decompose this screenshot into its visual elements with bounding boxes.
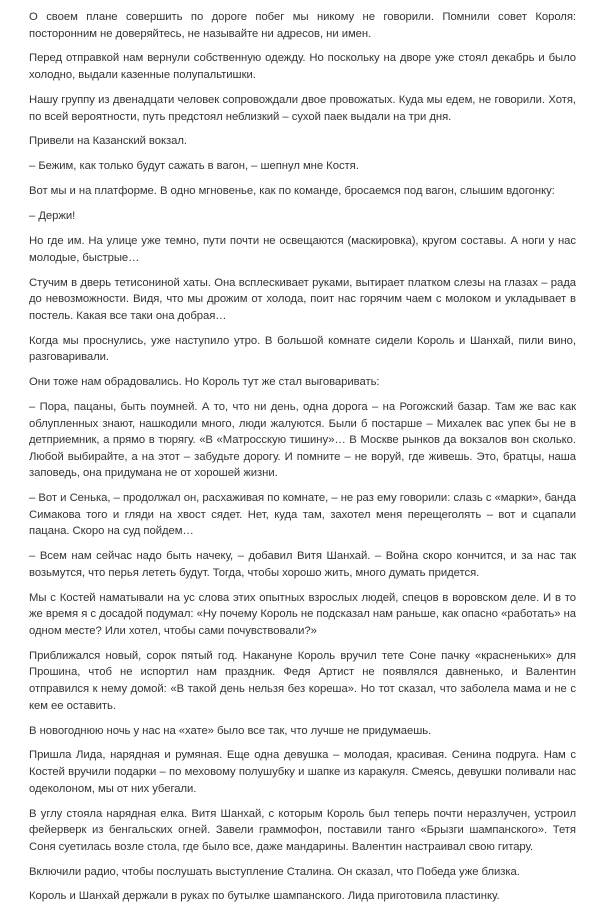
paragraph: – Всем нам сейчас надо быть начеку, – добавил Витя Шанхай. – Война скоро кончится, и за нас так возьмутся, что перья лететь будут. Тогда, чтобы хорошо жить, много думать придется. bbox=[29, 550, 576, 579]
paragraph: Нашу группу из двенадцати человек сопровождали двое провожатых. Куда мы едем, не говорили. Хотя, по всей вероятности, путь предстоял неблизкий – сухой паек выдали на три дня. bbox=[29, 93, 576, 123]
paragraph: Включили радио, чтобы послушать выступление Сталина. Он сказал, что Победа уже близка. bbox=[29, 865, 520, 878]
paragraph: Перед отправкой нам вернули собственную одежду. Но поскольку на дворе уже стоял декабрь и было холодно, выдали казенные полупальтишки. bbox=[29, 52, 576, 82]
paragraph: Но где им. На улице уже темно, пути почти не освещаются (маскировка), кругом составы. А ноги у нас молодые, быстрые… bbox=[29, 235, 576, 264]
paragraph: Король и Шанхай держали в руках по бутылке шампанского. Лида приготовила пластинку. bbox=[29, 890, 500, 903]
paragraph: – Бежим, как только будут сажать в вагон, – шепнул мне Костя. bbox=[29, 160, 359, 173]
paragraph: Привели на Казанский вокзал. bbox=[29, 135, 188, 148]
paragraph: Вот мы и на платформе. В одно мгновенье, как по команде, бросаемся под вагон, слышим вдогонку: bbox=[29, 185, 555, 198]
paragraph: Приближался новый, сорок пятый год. Накануне Король вручил тете Соне пачку «красненьких» для Прошина, чтоб не испортил нам праздник. Федя Артист не появлялся давненько, и Валентин отправился к нему домой: «В такой день нельзя без кореша». Но тот сказал, что заболела мама и не с кем ее оставить. bbox=[29, 649, 576, 712]
paragraph: Пришла Лида, нарядная и румяная. Еще одна девушка – молодая, красивая. Сенина подруга. Нам с Костей вручили подарки – по меховому полушубку и шапке из каракуля. Смеясь, девушки поливали нас одеколоном, мы от них убегали. bbox=[29, 749, 576, 795]
paragraph: Когда мы проснулись, уже наступило утро. В большой комнате сидели Король и Шанхай, пили вино, разговаривали. bbox=[29, 334, 576, 364]
paragraph: Мы с Костей наматывали на ус слова этих опытных взрослых людей, спецов в воровском деле. И в то же время я с досадой подумал: «Ну почему Король не подсказал нам раньше, как опасно «работать» на одном месте? Или хотел, чтобы сами почувствовали?» bbox=[29, 591, 576, 637]
paragraph: Они тоже нам обрадовались. Но Король тут же стал выговаривать: bbox=[29, 376, 380, 389]
paragraph: О своем плане совершить по дороге побег мы никому не говорили. Помнили совет Короля: посторонним не доверяйтесь, не называйте ни адресов, ни имен. bbox=[29, 11, 576, 40]
paragraph: – Держи! bbox=[29, 210, 76, 223]
paragraph: В новогоднюю ночь у нас на «хате» было все так, что лучше не придумаешь. bbox=[29, 724, 432, 737]
paragraph: Стучим в дверь тетисониной хаты. Она всплескивает руками, вытирает платком слезы на глазах – рада до невозможности. Видя, что мы дрожим от холода, поит нас горячим чаем с молоком и укладывает в постель. Какая все таки она добрая… bbox=[29, 276, 576, 322]
paragraph: – Пора, пацаны, быть поумней. А то, что ни день, одна дорога – на Рогожский базар. Там же вас как облупленных знают, нашкодили много, люди жалуются. Были б постарше – Михалек вас упек бы не в детприемник, а прямо в тюрягу. «В «Матросскую тишину»… В Москве рынков да вокзалов вон сколько. Любой выбирайте, а на этот – забудьте дорогу. И помните – не воруй, где живешь. Это, братцы, наша заповедь, она придумана не от хорошей жизни. bbox=[29, 400, 576, 480]
paragraph: – Вот и Сенька, – продолжал он, расхаживая по комнате, – не раз ему говорили: слазь с «марки», банда Симакова того и гляди на хвост сядет. Нет, куда там, захотел меня перещеголять – вот и сцапали пацана. Скоро на суд пойдем… bbox=[29, 492, 576, 538]
paragraph: В углу стояла нарядная елка. Витя Шанхай, с которым Король был теперь почти неразлучен, устроил фейерверк из бенгальских огней. Завели граммофон, поставили танго «Брызги шампанского». Тетя Соня суетилась возле стола, где было все, даже мандарины. Валентин настраивал свою гитару. bbox=[29, 807, 576, 853]
